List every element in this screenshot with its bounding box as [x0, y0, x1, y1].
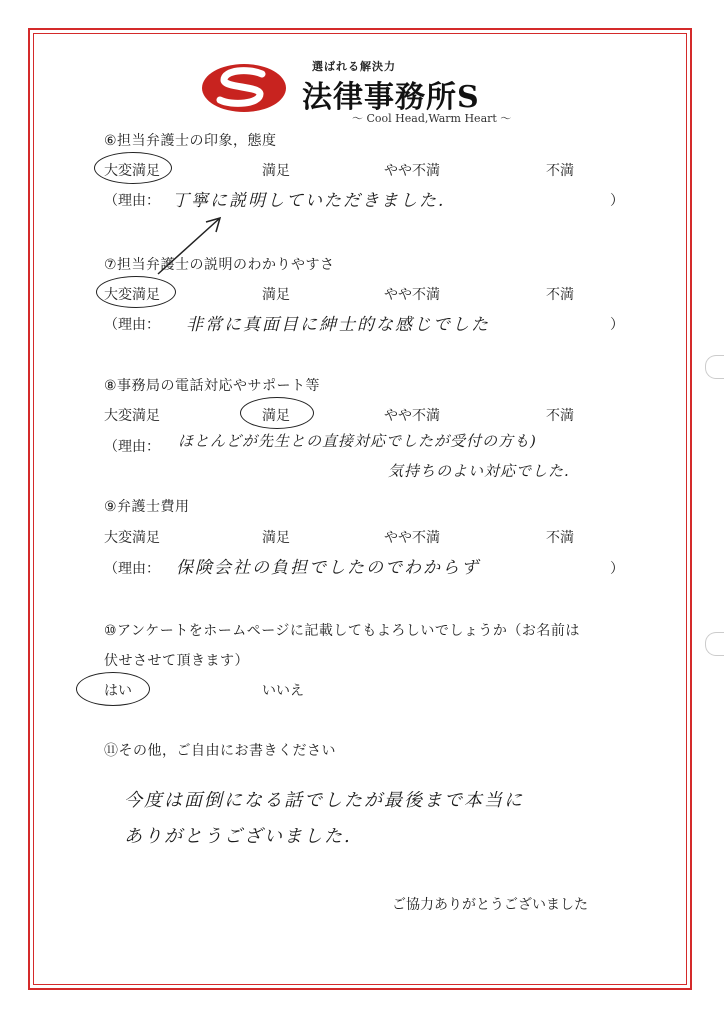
- q10-selection-circle: [76, 672, 150, 706]
- q9-option-dissatisfied[interactable]: 不満: [546, 530, 574, 546]
- q7-close-paren: ）: [610, 317, 624, 333]
- q7-option-satisfied[interactable]: 満足: [262, 287, 290, 303]
- q11-title: ⑪その他，ご自由にお書きください: [104, 743, 336, 759]
- q10-title-line1: ⑩アンケートをホームページに記載してもよろしいでしょうか（お名前は: [104, 623, 580, 639]
- q10-option-no[interactable]: いいえ: [262, 683, 304, 699]
- q9-option-very-satisfied[interactable]: 大変満足: [104, 530, 160, 546]
- q7-title: ⑦担当弁護士の説明のわかりやすさ: [104, 257, 335, 273]
- q10-title-line2: 伏せさせて頂きます）: [104, 653, 249, 669]
- q7-option-dissatisfied[interactable]: 不満: [546, 287, 574, 303]
- punch-hole: [705, 355, 724, 379]
- q8-option-somewhat-dissatisfied[interactable]: やや不満: [384, 408, 440, 424]
- q6-option-very-satisfied[interactable]: 大変満足: [104, 163, 160, 179]
- q8-option-very-satisfied[interactable]: 大変満足: [104, 408, 160, 424]
- q6-option-satisfied[interactable]: 満足: [262, 163, 290, 179]
- q9-reason-label: （理由：: [104, 561, 160, 577]
- q6-option-dissatisfied[interactable]: 不満: [546, 163, 574, 179]
- q8-selection-circle: [240, 397, 314, 429]
- q7-reason-label: （理由：: [104, 317, 160, 333]
- q8-option-dissatisfied[interactable]: 不満: [546, 408, 574, 424]
- q8-reason-label: （理由：: [104, 439, 160, 455]
- q7-option-very-satisfied[interactable]: 大変満足: [104, 287, 160, 303]
- punch-hole: [705, 632, 724, 656]
- q9-close-paren: ）: [610, 561, 624, 577]
- q9-option-satisfied[interactable]: 満足: [262, 530, 290, 546]
- q9-title: ⑨弁護士費用: [104, 499, 190, 515]
- q7-option-somewhat-dissatisfied[interactable]: やや不満: [384, 287, 440, 303]
- q6-title: ⑥担当弁護士の印象，態度: [104, 133, 277, 149]
- q6-close-paren: ）: [610, 193, 624, 209]
- q9-option-somewhat-dissatisfied[interactable]: やや不満: [384, 530, 440, 546]
- q8-title: ⑧事務局の電話対応やサポート等: [104, 378, 321, 394]
- q8-reason-text-line1: ほとんどが先生との直接対応でしたが受付の方も): [178, 432, 537, 450]
- logo-tagline: ～ Cool Head,Warm Heart ～: [352, 112, 512, 125]
- q6-reason-label: （理由：: [104, 193, 160, 209]
- q6-option-somewhat-dissatisfied[interactable]: やや不満: [384, 163, 440, 179]
- q11-comment-line1: 今度は面倒になる話でしたが最後まで本当に: [124, 790, 524, 811]
- logo-catchphrase: 選ばれる解決力: [312, 60, 396, 73]
- q8-option-satisfied[interactable]: 満足: [262, 408, 290, 424]
- q9-reason-text: 保険会社の負担でしたのでわからず: [176, 558, 480, 578]
- q7-reason-text: 非常に真面目に紳士的な感じでした: [186, 315, 490, 335]
- logo-firm-name: 法律事務所S: [302, 80, 480, 115]
- q8-reason-text-line2: 気持ちのよい対応でした.: [388, 462, 570, 480]
- thanks-message: ご協力ありがとうございました: [392, 897, 588, 913]
- q10-option-yes[interactable]: はい: [104, 683, 132, 699]
- q6-selection-circle: [94, 152, 172, 184]
- q11-comment-line2: ありがとうございました.: [124, 826, 352, 847]
- q7-selection-circle: [96, 276, 176, 308]
- q6-reason-text: 丁寧に説明していただきました.: [172, 191, 446, 211]
- logo-s-mark: [200, 62, 288, 114]
